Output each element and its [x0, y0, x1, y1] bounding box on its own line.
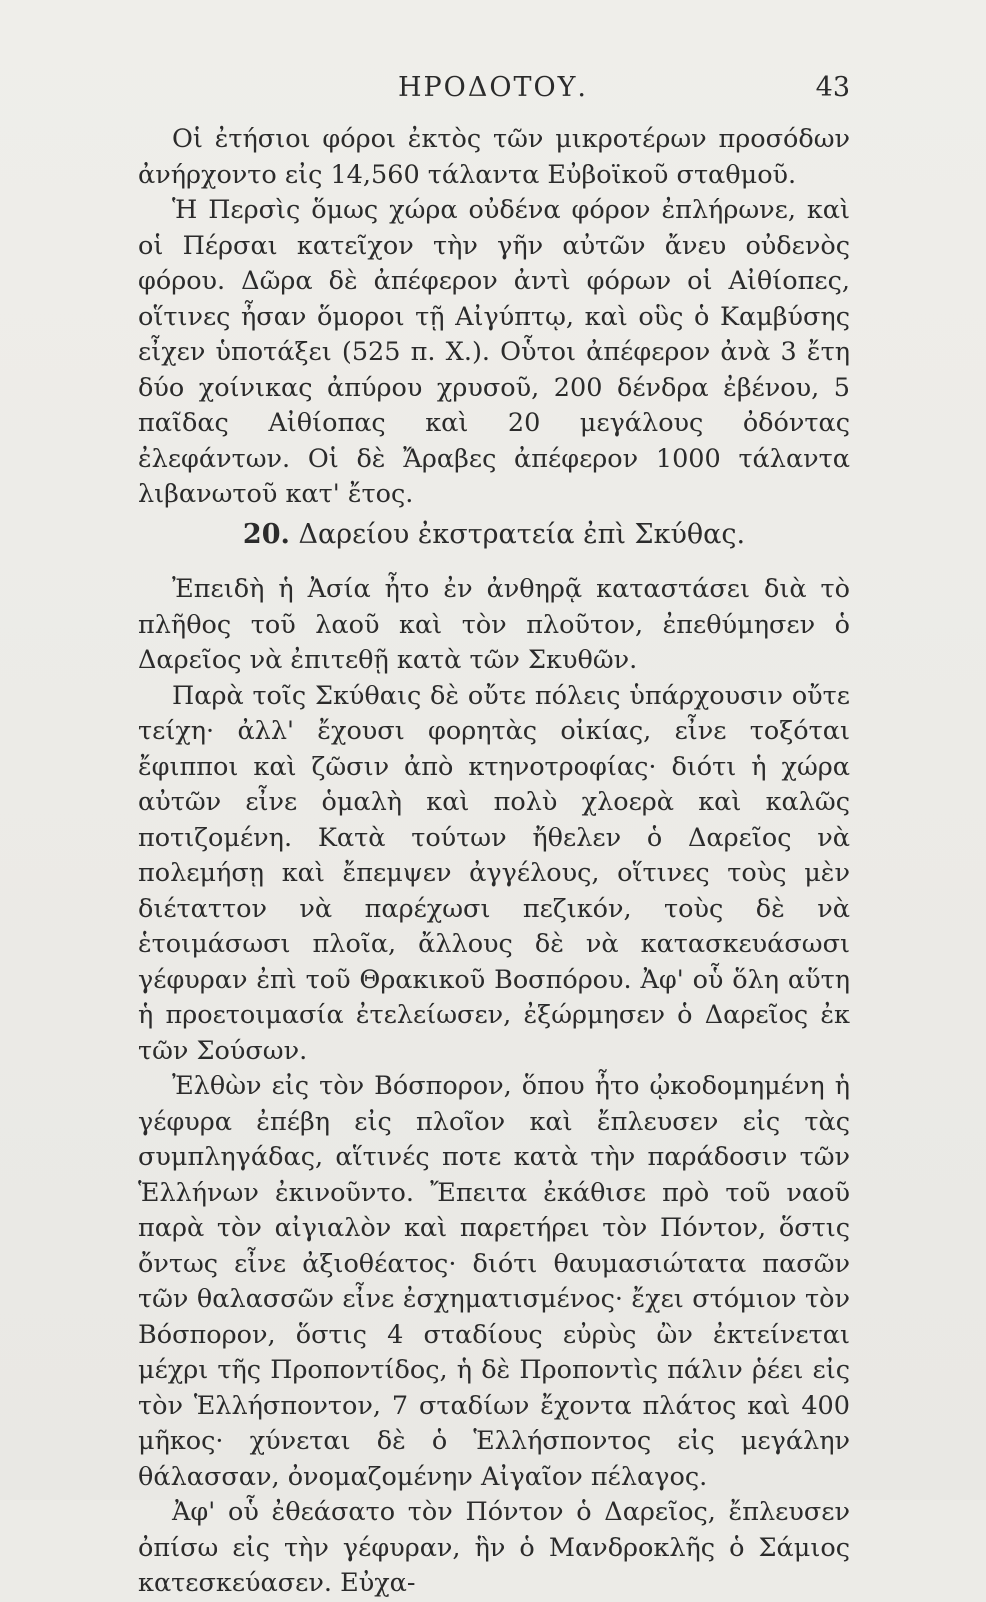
paragraph-asia-prosperity: Ἐπειδὴ ἡ Ἀσία ἦτο ἐν ἀνθηρᾷ καταστάσει διὰ τὸ πλῆθος τοῦ λαοῦ καὶ τὸν πλοῦτον, ἐπεθύμησεν ὁ Δαρεῖος νὰ ἐπιτεθῇ κατὰ τῶν Σκυθῶν. [138, 574, 850, 675]
running-head: ΗΡΟΔΟΤΟΥ. [397, 72, 589, 103]
page-number: 43 [815, 72, 850, 103]
paragraph-scythians: Παρὰ τοῖς Σκύθαις δὲ οὔτε πόλεις ὑπάρχουσιν οὔτε τείχη· ἀλλ' ἔχουσι φορητὰς οἰκίας, εἶνε τοξόται ἔφιπποι καὶ ζῶσιν ἀπὸ κτηνοτροφίας· διότι ἡ χώρα αὐτῶν εἶνε ὁμαλὴ καὶ πολὺ χλοερὰ καὶ καλῶς ποτιζομένη. Κατὰ τούτων ἤθελεν ὁ Δαρεῖος νὰ πολεμήσῃ καὶ ἔπεμψεν ἀγγέλους, οἵτινες τοὺς μὲν διέταττον νὰ παρέχωσι πεζικόν, τοὺς δὲ νὰ ἑτοιμάσωσι πλοῖα, ἄλλους δὲ νὰ κατασκευάσωσι γέφυραν ἐπὶ τοῦ Θρακικοῦ Βοσπόρου. Ἀφ' οὗ ὅλη αὕτη ἡ προετοιμασία ἐτελείωσεν, ἐξώρμησεν ὁ Δαρεῖος ἐκ τῶν Σούσων. [138, 680, 850, 1066]
paragraph-return-to-bridge: Ἀφ' οὗ ἐθεάσατο τὸν Πόντον ὁ Δαρεῖος, ἔπλευσεν ὀπίσω εἰς τὴν γέφυραν, ἣν ὁ Μανδροκλῆς ὁ Σάμιος κατεσκεύασεν. Εὐχα- [138, 1497, 850, 1598]
section-title: Δαρείου ἐκστρατεία ἐπὶ Σκύθας. [298, 518, 746, 550]
page-body [138, 122, 850, 1602]
section-heading [138, 517, 850, 553]
paragraph-bosporus: Ἐλθὼν εἰς τὸν Βόσπορον, ὅπου ἦτο ᾠκοδομημένη ἡ γέφυρα ἐπέβη εἰς πλοῖον καὶ ἔπλευσεν εἰς τὰς συμπληγάδας, αἵτινές ποτε κατὰ τὴν παράδοσιν τῶν Ἑλλήνων ἐκινοῦντο. Ἔπειτα ἐκάθισε πρὸ τοῦ ναοῦ παρὰ τὸν αἰγιαλὸν καὶ παρετήρει τὸν Πόντον, ὅστις ὄντως εἶνε ἀξιοθέατος· διότι θαυμασιώτατα πασῶν τῶν θαλασσῶν εἶνε ἐσχηματισμένος· ἔχει στόμιον τὸν Βόσπορον, ὅστις 4 σταδίους εὐρὺς ὢν ἐκτείνεται μέχρι τῆς Προποντίδος, ἡ δὲ Προποντὶς πάλιν ῥέει εἰς τὸν Ἑλλήσποντον, 7 σταδίων ἔχοντα πλάτος καὶ 400 μῆκος· χύνεται δὲ ὁ Ἑλλήσποντος εἰς μεγάλην θάλασσαν, ὀνομαζομένην Αἰγαῖον πέλαγος. [138, 1071, 850, 1492]
paragraph-annual-tributes: Οἱ ἐτήσιοι φόροι ἐκτὸς τῶν μικροτέρων προσόδων ἀνήρχοντο εἰς 14,560 τάλαντα Εὐβοϊκοῦ σταθμοῦ. [138, 124, 850, 190]
page-header [0, 72, 986, 112]
section-number: 20. [242, 518, 290, 550]
paragraph-persis-gifts: Ἡ Περσὶς ὅμως χώρα οὐδένα φόρον ἐπλήρωνε, καὶ οἱ Πέρσαι κατεῖχον τὴν γῆν αὐτῶν ἄνευ οὐδενὸς φόρου. Δῶρα δὲ ἀπέφερον ἀντὶ φόρων οἱ Αἰθίοπες, οἵτινες ἦσαν ὅμοροι τῇ Αἰγύπτῳ, καὶ οὓς ὁ Καμβύσης εἶχεν ὑποτάξει (525 π. Χ.). Οὗτοι ἀπέφερον ἀνὰ 3 ἔτη δύο χοίνικας ἀπύρου χρυσοῦ, 200 δένδρα ἐβένου, 5 παῖδας Αἰθίοπας καὶ 20 μεγάλους ὀδόντας ἐλεφάντων. Οἱ δὲ Ἄραβες ἀπέφερον 1000 τάλαντα λιβανωτοῦ κατ' ἔτος. [138, 195, 850, 509]
